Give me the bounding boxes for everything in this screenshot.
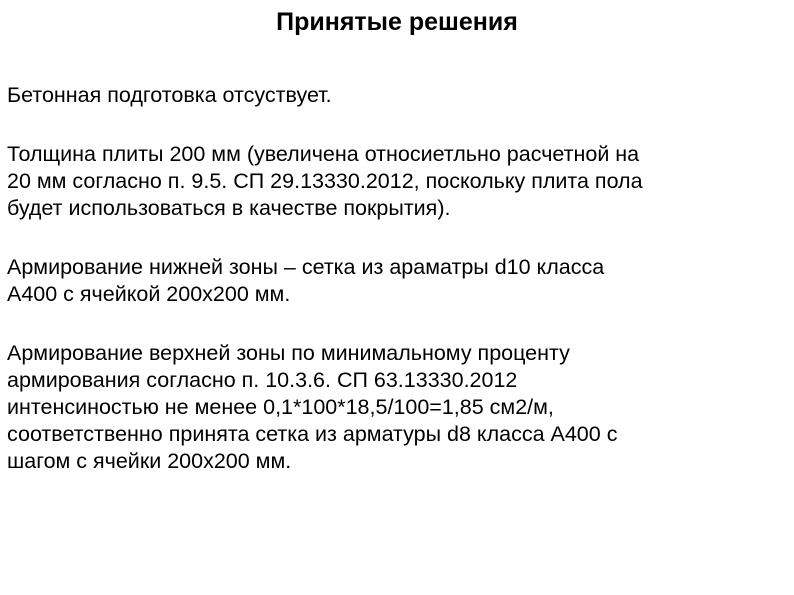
text-line: шагом с ячейки 200х200 мм.	[7, 449, 292, 473]
text-line: армирования согласно п. 10.3.6. СП 63.13330.2012	[7, 368, 518, 392]
paragraph-top-reinforcement	[7, 340, 777, 475]
text-line: интенсиностью не менее 0,1*100*18,5/100=1,85 см2/м,	[7, 395, 554, 419]
paragraph-bottom-reinforcement	[7, 254, 777, 308]
text-line: Армирование нижней зоны – сетка из араматры d10 класса	[7, 255, 605, 279]
text-line: Толщина плиты 200 мм (увеличена относиетльно расчетной на	[7, 142, 640, 166]
text-line: 20 мм согласно п. 9.5. СП 29.13330.2012, поскольку плита пола	[7, 169, 643, 193]
paragraph-slab-thickness	[7, 141, 777, 222]
paragraph-concrete-base	[7, 82, 777, 109]
text-line: А400 с ячейкой 200х200 мм.	[7, 282, 291, 306]
slide-content	[7, 82, 777, 507]
slide-title: Принятые решения	[276, 8, 518, 36]
text-line: Армирование верхней зоны по минимальному проценту	[7, 341, 570, 365]
text-line: будет использоваться в качестве покрытия).	[7, 196, 451, 220]
text-line: Бетонная подготовка отсуствует.	[7, 83, 332, 107]
text-line: соответственно принята сетка из арматуры d8 класса А400 с	[7, 422, 618, 446]
